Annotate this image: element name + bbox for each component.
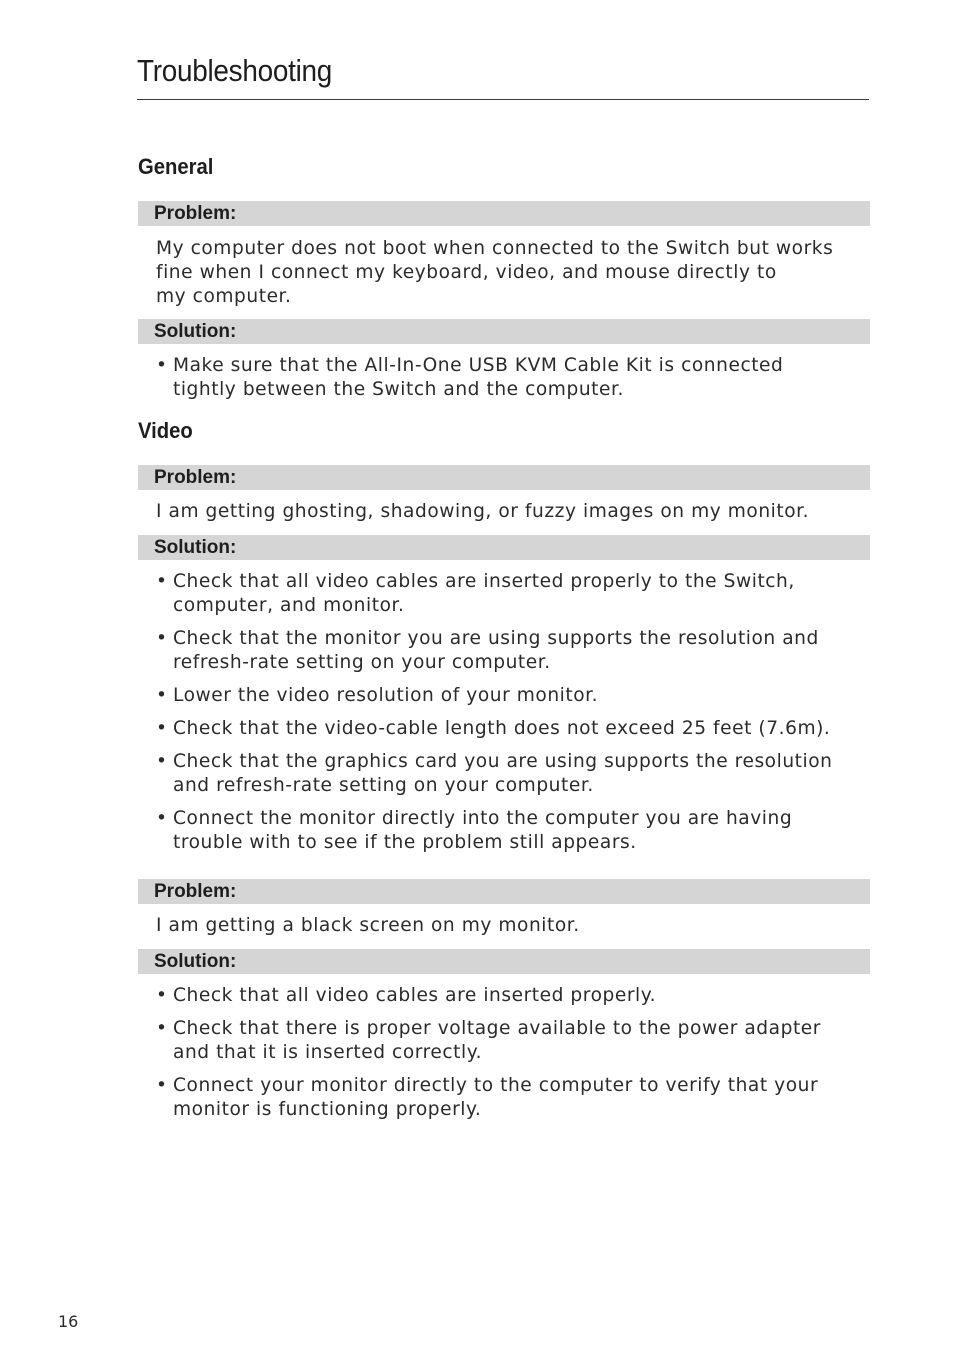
page-number: 16 <box>58 1312 79 1331</box>
solution-item-text: Check that there is proper voltage available to the power adapter and that it is inserted correctly. <box>173 1018 821 1063</box>
bullet-marker: • <box>156 751 168 772</box>
section-heading-general: General <box>138 154 214 179</box>
bullet-marker: • <box>156 808 168 829</box>
bullet-marker: • <box>156 1075 168 1096</box>
problem-label-bar: Problem: <box>138 465 870 490</box>
problem-text: I am getting a black screen on my monitor. <box>156 915 580 936</box>
problem-label-bar: Problem: <box>138 879 870 904</box>
solution-label-bar: Solution: <box>138 949 870 974</box>
solution-item-text: Connect your monitor directly to the computer to verify that your monitor is functioning properly. <box>173 1075 819 1120</box>
problem-label-bar: Problem: <box>138 201 870 226</box>
page-title: Troubleshooting <box>137 53 333 88</box>
problem-text: I am getting ghosting, shadowing, or fuzzy images on my monitor. <box>156 501 810 522</box>
bullet-marker: • <box>156 685 168 706</box>
bullet-marker: • <box>156 571 168 592</box>
solution-label-bar: Solution: <box>138 535 870 560</box>
solution-item-text: Lower the video resolution of your monitor. <box>173 685 599 706</box>
bullet-marker: • <box>156 718 168 739</box>
solution-item-text: Check that the monitor you are using supports the resolution and refresh-rate setting on your computer. <box>173 628 819 673</box>
bullet-marker: • <box>156 355 168 376</box>
bullet-marker: • <box>156 628 168 649</box>
problem-text: My computer does not boot when connected to the Switch but works fine when I connect my keyboard, video, and mouse directly to my computer. <box>156 238 834 307</box>
solution-item-text: Check that the graphics card you are using supports the resolution and refresh-rate setting on your computer. <box>173 751 833 796</box>
solution-item-text: Check that the video-cable length does not exceed 25 feet (7.6m). <box>173 718 831 739</box>
title-divider <box>137 99 869 100</box>
section-heading-video: Video <box>138 418 193 443</box>
solution-item-text: Connect the monitor directly into the computer you are having trouble with to see if the problem still appears. <box>173 808 793 853</box>
solution-item-text: Check that all video cables are inserted properly. <box>173 985 657 1006</box>
solution-label-bar: Solution: <box>138 319 870 344</box>
solution-item-text: Check that all video cables are inserted properly to the Switch, computer, and monitor. <box>173 571 795 616</box>
solution-item-text: Make sure that the All-In-One USB KVM Cable Kit is connected tightly between the Switch and the computer. <box>173 355 784 400</box>
bullet-marker: • <box>156 1018 168 1039</box>
bullet-marker: • <box>156 985 168 1006</box>
